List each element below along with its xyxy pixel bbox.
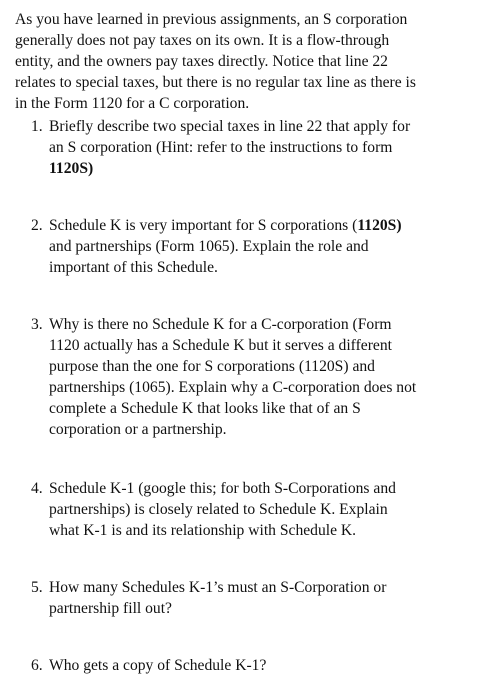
question-text-run: purpose than the one for S corporations (1120S) and <box>49 358 375 375</box>
question-line <box>49 398 486 419</box>
question-line <box>49 116 486 137</box>
question-3 <box>31 314 486 440</box>
question-text-run: an S corporation (Hint: refer to the instructions to form <box>49 139 393 156</box>
question-line <box>49 655 486 676</box>
question-text-run: important of this Schedule. <box>49 259 218 276</box>
question-number: 4. <box>31 480 43 497</box>
question-2 <box>31 215 486 278</box>
intro-line: generally does not pay taxes on its own. It is a flow-through <box>15 32 390 49</box>
question-bold-run: 1120S) <box>49 160 94 177</box>
question-line <box>49 377 486 398</box>
question-text-run: Schedule K is very important for S corporations ( <box>49 217 358 234</box>
question-line <box>49 137 486 158</box>
question-number: 3. <box>31 316 43 333</box>
question-text-run: How many Schedules K-1’s must an S-Corporation or <box>49 579 387 596</box>
intro-line: in the Form 1120 for a C corporation. <box>15 95 250 112</box>
question-line <box>49 499 486 520</box>
question-line <box>49 577 486 598</box>
question-line <box>49 335 486 356</box>
question-text-run: partnership fill out? <box>49 600 172 617</box>
question-text-run: complete a Schedule K that looks like that of an S <box>49 400 361 417</box>
question-number: 6. <box>31 657 43 674</box>
question-text-run: Why is there no Schedule K for a C-corporation (Form <box>49 316 392 333</box>
question-text-run: 1120 actually has a Schedule K but it serves a different <box>49 337 392 354</box>
question-line <box>49 314 486 335</box>
question-5 <box>31 577 486 619</box>
question-6 <box>31 655 486 676</box>
question-text <box>49 577 486 619</box>
question-text-run: Schedule K-1 (google this; for both S-Corporations and <box>49 480 396 497</box>
intro-paragraph <box>15 9 485 114</box>
question-text-run: partnerships (1065). Explain why a C-corporation does not <box>49 379 417 396</box>
question-line <box>49 419 486 440</box>
question-bold-run: 1120S) <box>357 217 402 234</box>
question-text-run: partnerships) is closely related to Schedule K. Explain <box>49 501 388 518</box>
question-text <box>49 655 486 676</box>
question-line <box>49 356 486 377</box>
question-line <box>49 598 486 619</box>
question-line <box>49 215 486 236</box>
question-line <box>49 478 486 499</box>
question-text-run: what K-1 is and its relationship with Schedule K. <box>49 522 357 539</box>
question-line <box>49 520 486 541</box>
question-text-run: Briefly describe two special taxes in line 22 that apply for <box>49 118 411 135</box>
question-line <box>49 257 486 278</box>
question-text <box>49 215 486 278</box>
question-text-run: and partnerships (Form 1065). Explain the role and <box>49 238 369 255</box>
intro-line: relates to special taxes, but there is no regular tax line as there is <box>15 74 416 91</box>
question-4 <box>31 478 486 541</box>
question-number: 2. <box>31 217 43 234</box>
question-line <box>49 158 486 179</box>
question-text <box>49 314 486 440</box>
question-line <box>49 236 486 257</box>
question-text <box>49 478 486 541</box>
question-text <box>49 116 486 179</box>
intro-line: entity, and the owners pay taxes directly. Notice that line 22 <box>15 53 388 70</box>
question-number: 1. <box>31 118 43 135</box>
question-text-run: corporation or a partnership. <box>49 421 227 438</box>
intro-line: As you have learned in previous assignments, an S corporation <box>15 11 408 28</box>
question-text-run: Who gets a copy of Schedule K-1? <box>49 657 267 674</box>
question-number: 5. <box>31 579 43 596</box>
question-1 <box>31 116 486 179</box>
